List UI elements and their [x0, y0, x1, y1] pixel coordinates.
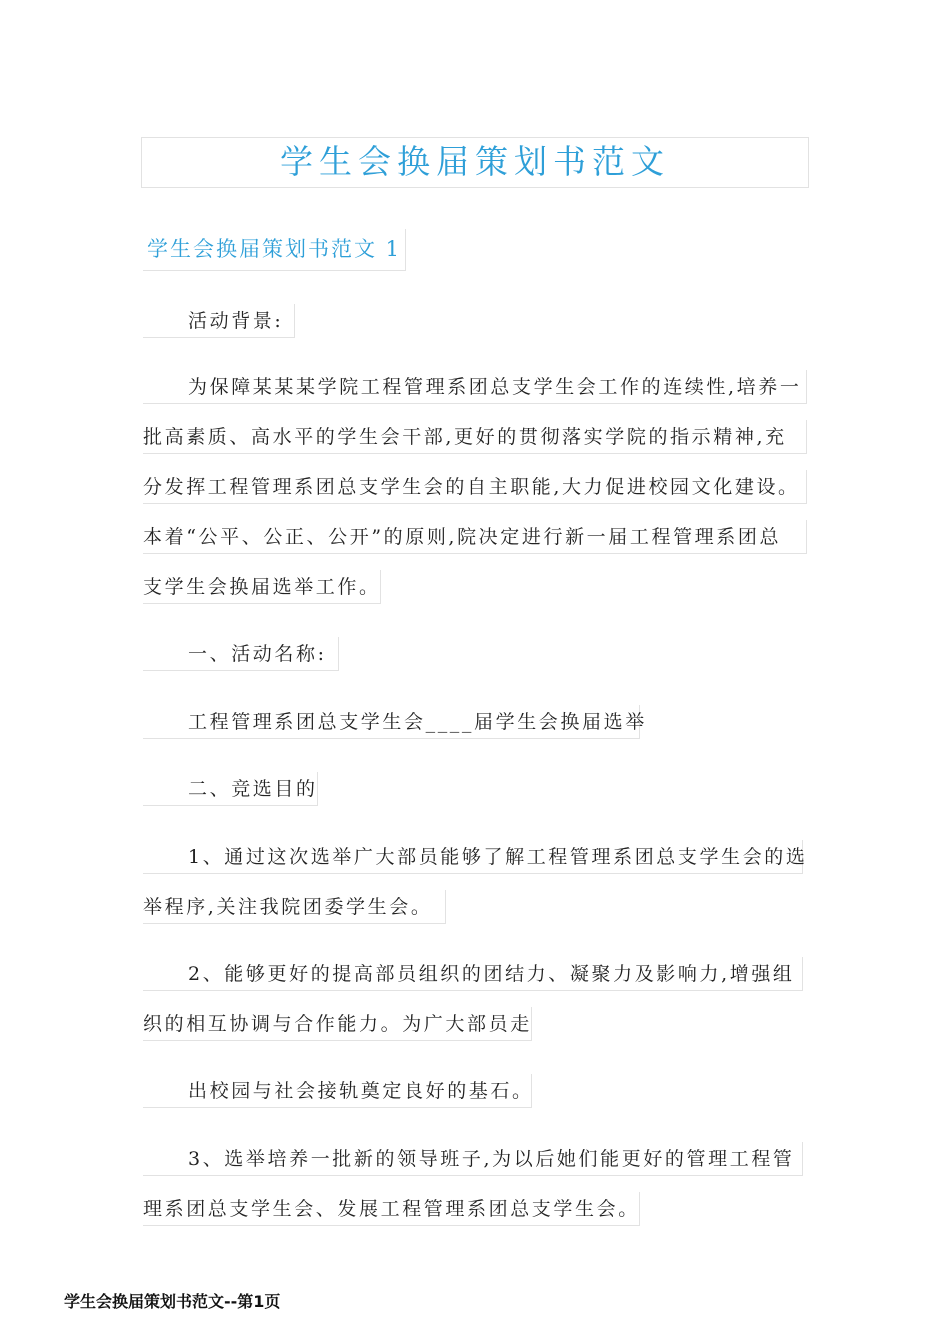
title-box [141, 137, 809, 188]
paragraph-line: 工程管理系团总支学生会____届学生会换届选举 [143, 705, 640, 739]
paragraph-line: 二、竞选目的 [143, 772, 318, 806]
paragraph-line: 举程序,关注我院团委学生会。 [143, 890, 446, 924]
paragraph-line: 理系团总支学生会、发展工程管理系团总支学生会。 [143, 1192, 640, 1226]
page-footer: 学生会换届策划书范文--第1页 [64, 1292, 281, 1311]
paragraph-line: 为保障某某某学院工程管理系团总支学生会工作的连续性,培养一 [143, 370, 807, 404]
paragraph-line: 分发挥工程管理系团总支学生会的自主职能,大力促进校园文化建设。 [143, 470, 807, 504]
document-title: 学生会换届策划书范文 [280, 142, 670, 181]
paragraph-line: 3、选举培养一批新的领导班子,为以后她们能更好的管理工程管 [143, 1142, 803, 1176]
paragraph-line: 出校园与社会接轨奠定良好的基石。 [143, 1074, 532, 1108]
paragraph-line: 批高素质、高水平的学生会干部,更好的贯彻落实学院的指示精神,充 [143, 420, 807, 454]
section-heading: 学生会换届策划书范文 1 [143, 229, 406, 271]
paragraph-line: 本着“公平、公正、公开”的原则,院决定进行新一届工程管理系团总 [143, 520, 807, 554]
paragraph-line: 2、能够更好的提高部员组织的团结力、凝聚力及影响力,增强组 [143, 957, 803, 991]
paragraph-line: 一、活动名称: [143, 637, 339, 671]
paragraph-line: 织的相互协调与合作能力。为广大部员走 [143, 1007, 532, 1041]
paragraph-line: 活动背景: [143, 304, 295, 338]
paragraph-line: 支学生会换届选举工作。 [143, 570, 381, 604]
paragraph-line: 1、通过这次选举广大部员能够了解工程管理系团总支学生会的选 [143, 840, 803, 874]
